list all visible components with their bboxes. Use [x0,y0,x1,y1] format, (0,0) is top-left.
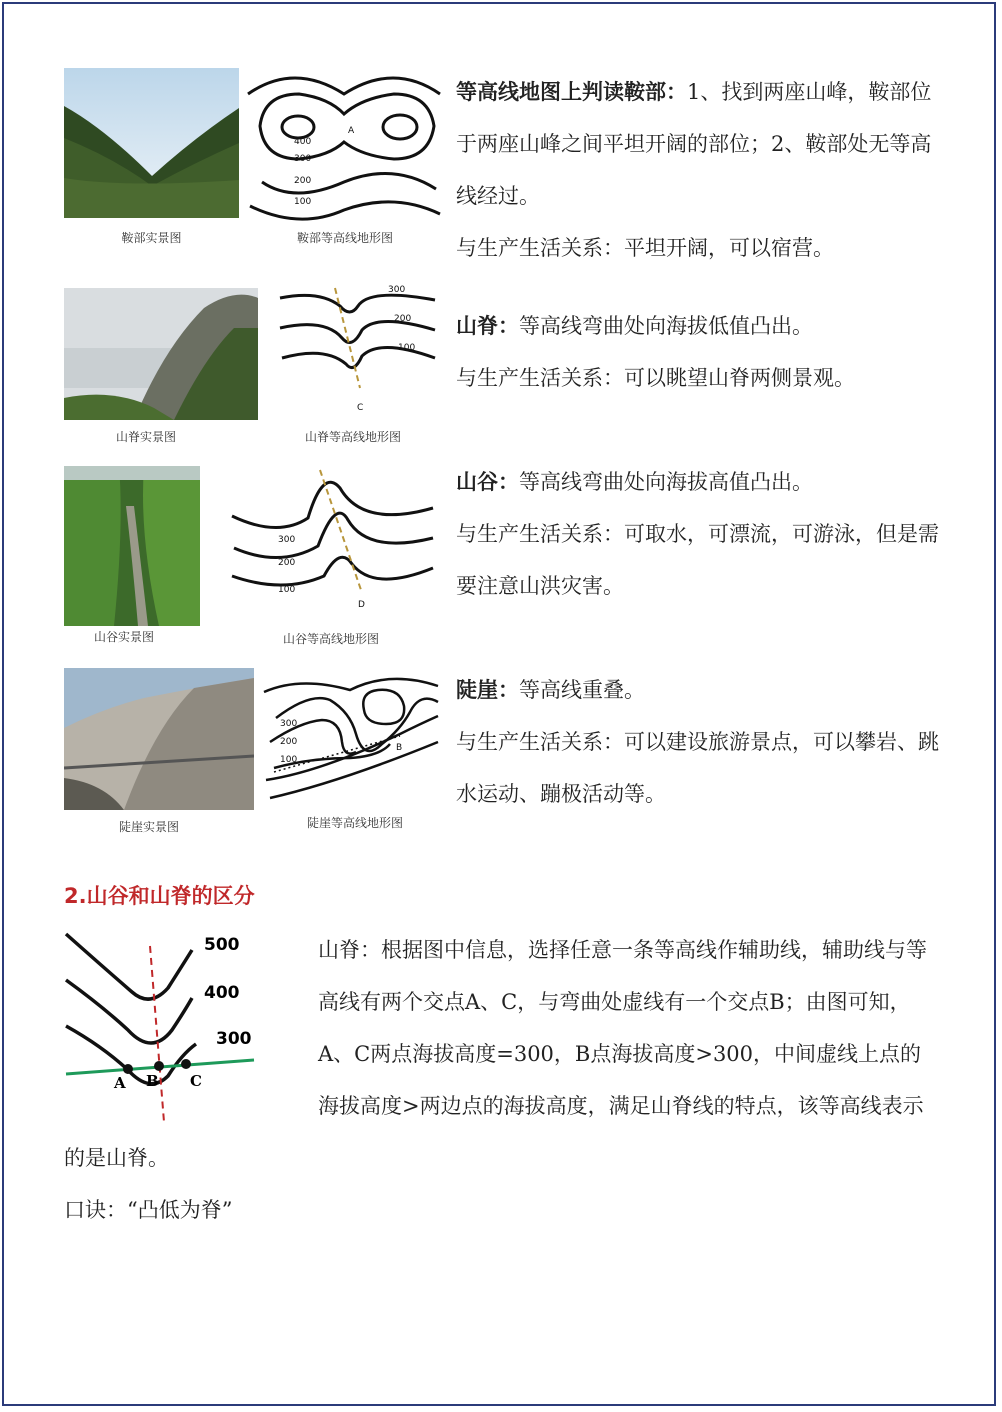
ridge-text [456,300,940,404]
valley-photo-caption: 山谷实景图 [93,630,154,644]
cliff-label-100: 100 [280,755,298,765]
ridge-diagram-caption: 山脊等高线地形图 [304,430,401,444]
cliff-description [456,664,940,716]
identify-label-400: 400 [204,983,240,1003]
diagram-float-spacer [64,924,318,1132]
saddle-photo [64,68,239,218]
ridge-relation: 与生产生活关系：可以眺望山脊两侧景观。 [456,366,855,390]
ridge-description [456,300,940,352]
valley-description [456,456,940,508]
cliff-text [456,664,940,820]
valley-diagram-caption: 山谷等高线地形图 [282,632,379,646]
valley-label-300: 300 [278,535,296,545]
cliff-contour-diagram [260,672,442,806]
valley-contour-diagram [228,468,440,622]
identify-label-300: 300 [216,1029,252,1049]
ridge-photo [64,288,258,420]
ridge-desc: 等高线弯曲处向海拔低值凸出。 [519,314,813,338]
cliff-relation: 与生产生活关系：可以建设旅游景点，可以攀岩、跳水运动、蹦极活动等。 [456,730,939,806]
valley-text [456,456,940,612]
section-2-paragraph [64,924,940,1236]
saddle-photo-caption: 鞍部实景图 [121,231,182,245]
saddle-label-a: A [348,126,355,136]
saddle-contour-diagram [244,64,444,228]
section-2-body: 山脊：根据图中信息，选择任意一条等高线作辅助线，辅助线与等高线有两个交点A、C，与弯曲处虚线有一个交点B；由图可知，A、C两点海拔高度=300，B点海拔高度>300，中间虚线上点的海拔高度>两边点的海拔高度，满足山脊线的特点，该等高线表示的是山脊。 [64,938,927,1170]
ridge-label-c: C [357,403,364,413]
valley-label-d: D [358,600,365,610]
cliff-label-300: 300 [280,719,298,729]
saddle-relation: 与生产生活关系：平坦开阔，可以宿营。 [456,236,834,260]
saddle-desc: 1、找到两座山峰，鞍部位于两座山峰之间平坦开阔的部位；2、鞍部处无等高线经过。 [456,80,932,208]
saddle-description [456,66,940,222]
valley-label-200: 200 [278,558,296,568]
valley-photo [64,466,200,626]
ridge-photo-caption: 山脊实景图 [115,430,176,444]
identify-label-500: 500 [204,935,240,955]
saddle-label-200: 200 [294,176,312,186]
identify-label-b: B [146,1072,159,1090]
cliff-desc: 等高线重叠。 [519,678,645,702]
cliff-term: 陡崖： [456,678,519,702]
saddle-term: 等高线地图上判读鞍部： [456,80,687,104]
section-2-title: 2.山谷和山脊的区分 [64,884,255,908]
saddle-diagram-caption: 鞍部等高线地形图 [296,231,393,245]
cliff-label-b: B [396,743,403,753]
saddle-text [456,66,940,274]
ridge-label-200: 200 [394,314,412,324]
ridge-label-300: 300 [388,285,406,295]
identify-label-c: C [190,1072,202,1090]
saddle-label-300: 300 [294,154,312,164]
cliff-photo-caption: 陡崖实景图 [118,820,179,834]
valley-relation: 与生产生活关系：可取水，可漂流，可游泳，但是需要注意山洪灾害。 [456,522,939,598]
saddle-label-100: 100 [294,197,312,207]
valley-desc: 等高线弯曲处向海拔高值凸出。 [519,470,813,494]
section-2-mnemonic: 口诀：“凸低为脊” [64,1198,233,1222]
ridge-label-100: 100 [398,343,416,353]
valley-label-100: 100 [278,585,296,595]
saddle-label-400: 400 [294,137,312,147]
cliff-label-200: 200 [280,737,298,747]
ridge-contour-diagram [270,278,445,422]
identify-label-a: A [114,1074,126,1092]
valley-term: 山谷： [456,470,519,494]
cliff-diagram-caption: 陡崖等高线地形图 [306,816,403,830]
ridge-term: 山脊： [456,314,519,338]
cliff-photo [64,668,254,810]
